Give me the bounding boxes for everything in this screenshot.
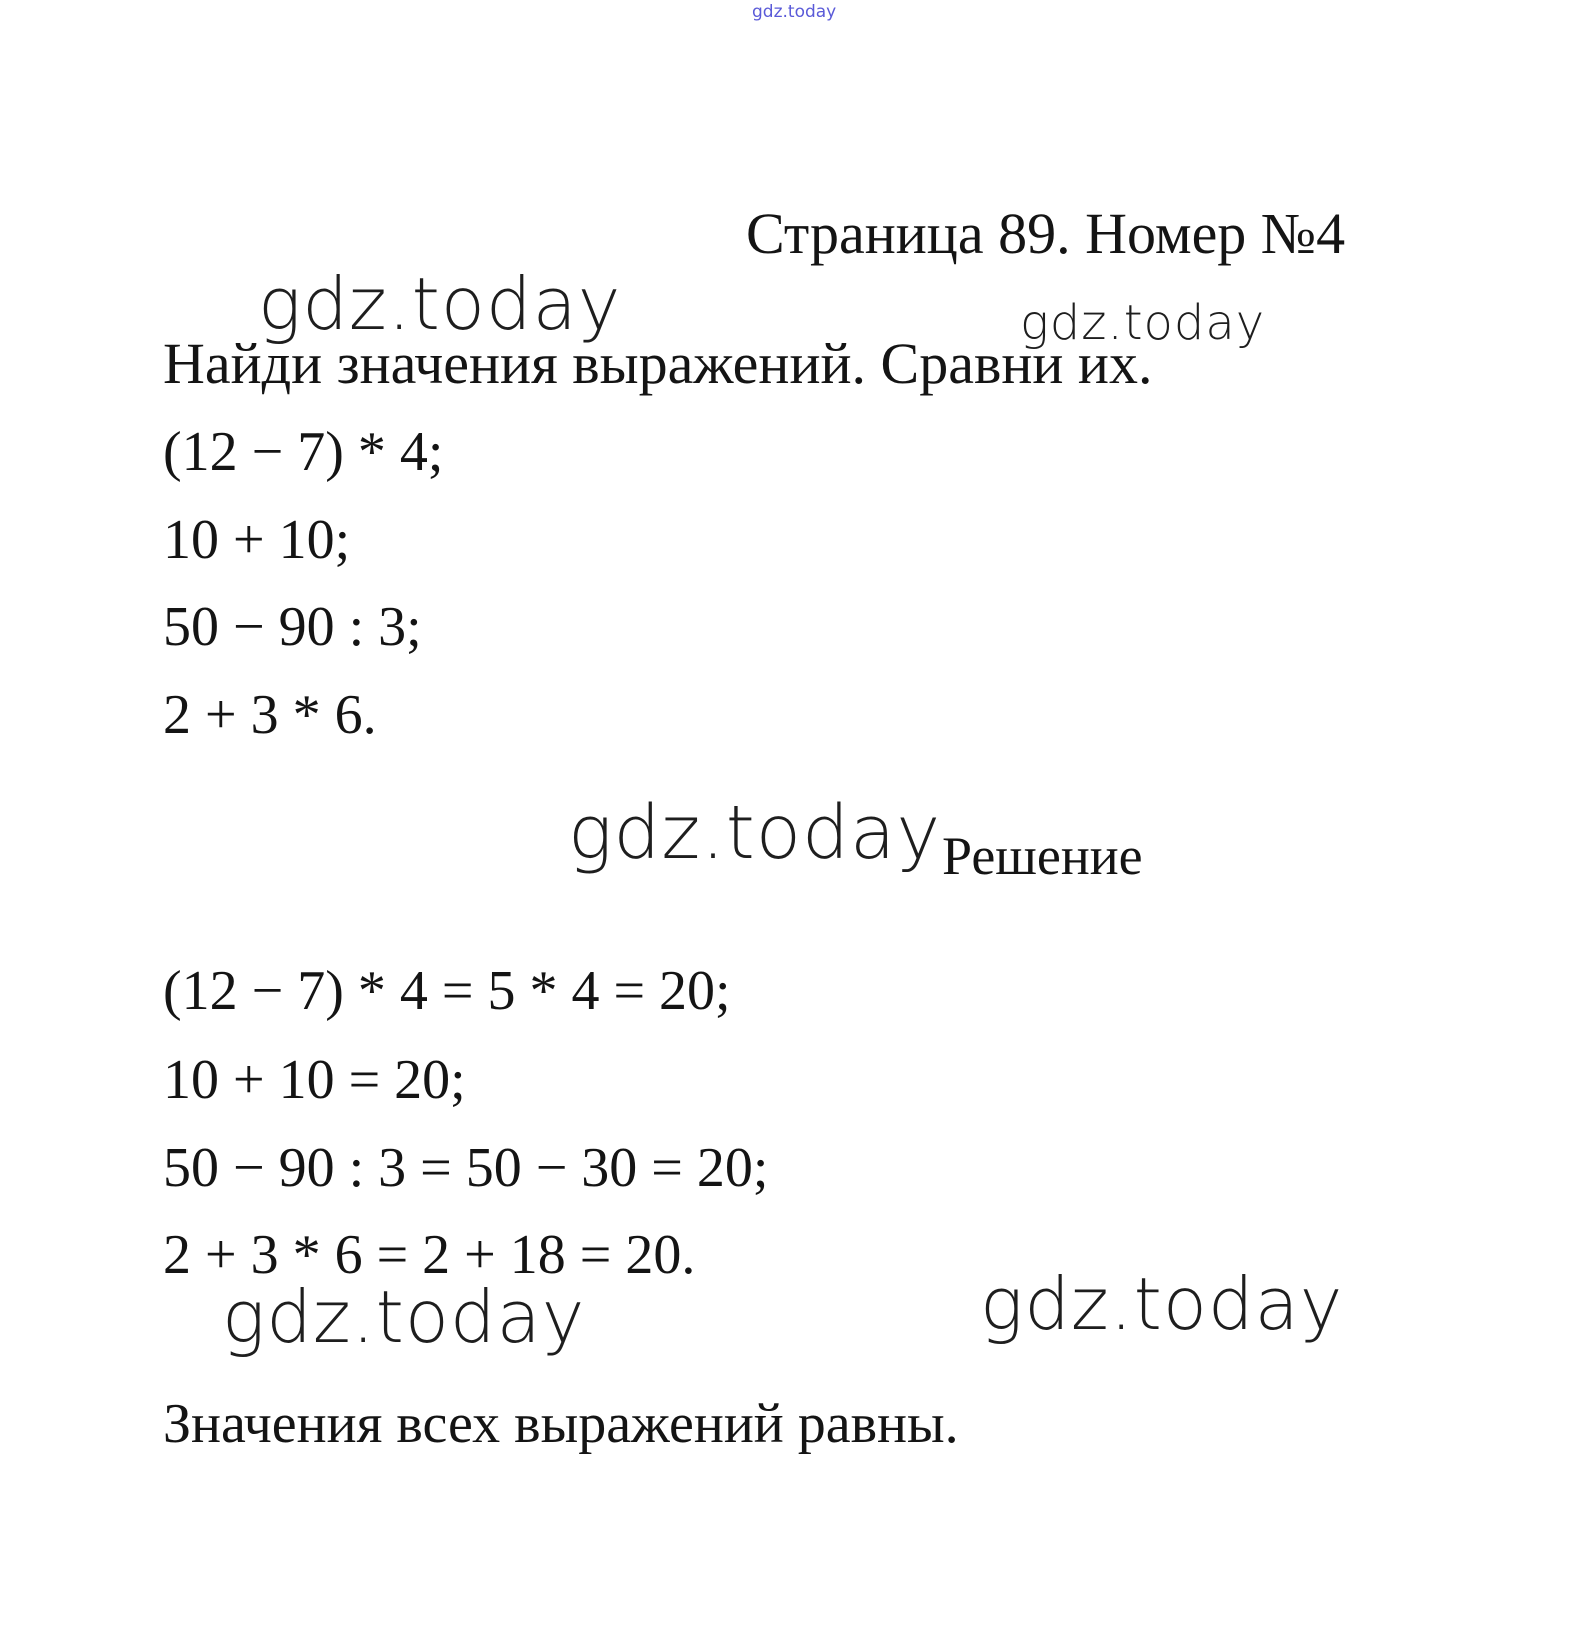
watermark-top: gdz.today [752,2,837,22]
page-title: Страница 89. Номер №4 [746,201,1346,266]
watermark-1: gdz.today [258,262,622,346]
task-expression-2: 10 + 10; [163,509,351,571]
solution-conclusion: Значения всех выражений равны. [163,1393,959,1455]
solution-line-2: 10 + 10 = 20; [163,1049,466,1111]
task-instruction: Найди значения выражений. Сравни их. [163,331,1153,396]
task-expression-3: 50 − 90 : 3; [163,596,422,658]
watermark-2: gdz.today [1020,295,1266,351]
solution-line-3: 50 − 90 : 3 = 50 − 30 = 20; [163,1137,769,1199]
solution-line-4: 2 + 3 * 6 = 2 + 18 = 20. [163,1224,696,1286]
solution-line-1: (12 − 7) * 4 = 5 * 4 = 20; [163,960,731,1022]
task-expression-4: 2 + 3 * 6. [163,684,377,746]
task-expression-1: (12 − 7) * 4; [163,421,444,483]
watermark-3: gdz.today [568,790,942,876]
solution-heading: Решение [942,826,1143,886]
watermark-4: gdz.today [222,1275,586,1359]
watermark-5: gdz.today [980,1262,1344,1346]
